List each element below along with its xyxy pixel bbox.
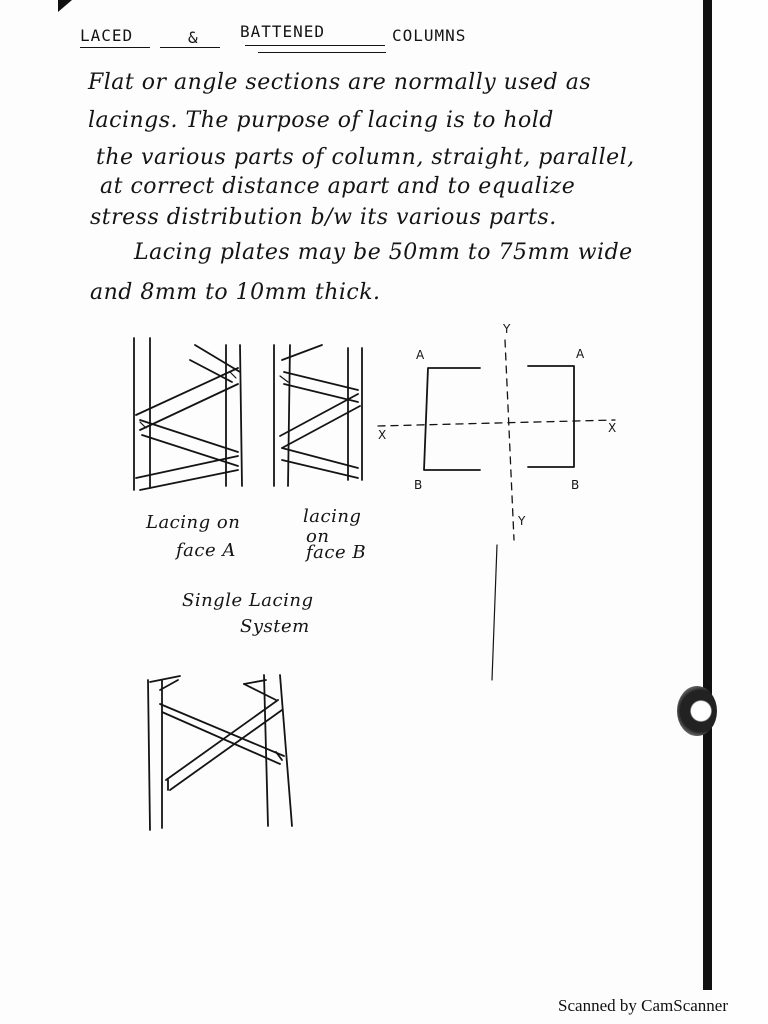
title-word-laced: LACED (80, 26, 134, 45)
section-label-x-right: X (608, 421, 617, 435)
paragraph-line: the various parts of column, straight, parallel, (96, 145, 635, 170)
single-lacing-system-sketch (148, 675, 292, 830)
title-word-battened: BATTENED (240, 22, 326, 41)
face-b-lacing-sketch (274, 345, 362, 486)
face-a-lacing-sketch (134, 338, 242, 490)
cross-section-sketch (378, 340, 615, 680)
caption-face-a-line1: Lacing on (146, 512, 241, 533)
section-label-y-top: Y (503, 322, 511, 336)
paragraph-line: and 8mm to 10mm thick. (90, 280, 381, 305)
caption-face-b-line1: lacing (303, 506, 362, 527)
section-label-x-left: X (378, 428, 387, 442)
caption-face-b-line2: on (306, 526, 330, 547)
paragraph-line: Flat or angle sections are normally used as (88, 70, 592, 95)
caption-face-b-line3: face B (306, 542, 367, 563)
paragraph-line: Lacing plates may be 50mm to 75mm wide (134, 240, 633, 265)
caption-single-lacing-line1: Single Lacing (182, 590, 314, 611)
paragraph-line: at correct distance apart and to equalize (100, 174, 576, 199)
section-label-y-bottom: Y (518, 514, 526, 528)
caption-single-lacing-line2: System (240, 616, 310, 637)
section-label-b-left: B (414, 478, 423, 492)
scanner-credit: Scanned by CamScanner (558, 996, 728, 1015)
title-ampersand: & (188, 28, 199, 47)
section-label-a-right: A (576, 347, 585, 361)
caption-face-a-line2: face A (176, 540, 236, 561)
paragraph-line: lacings. The purpose of lacing is to hold (88, 108, 554, 133)
title-word-columns: COLUMNS (392, 26, 467, 45)
paragraph-line: stress distribution b/w its various parts. (90, 205, 557, 230)
section-label-a-left: A (416, 348, 425, 362)
section-label-b-right: B (571, 478, 580, 492)
